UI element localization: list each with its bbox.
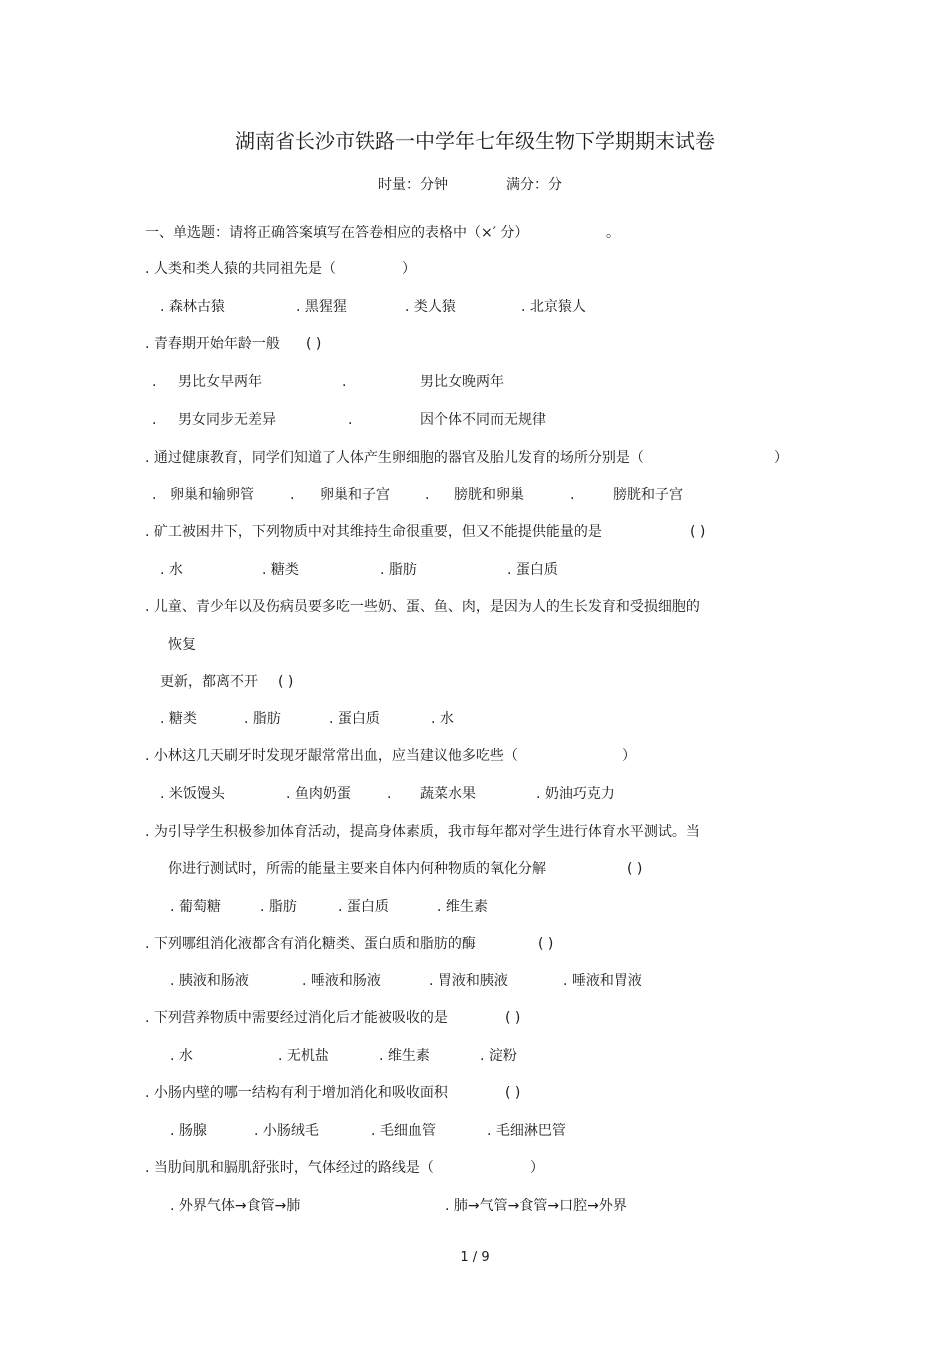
option-b: . 脂肪	[244, 711, 281, 727]
option-a: 男比女早两年	[178, 374, 262, 390]
answer-paren: ( )	[278, 674, 294, 690]
option-d: . 毛细淋巴管	[487, 1123, 566, 1139]
option-d: 因个体不同而无规律	[420, 412, 546, 428]
option-c: . 蛋白质	[338, 899, 389, 915]
option-b: . 无机盐	[278, 1048, 329, 1064]
question-stem: . 青春期开始年龄一般	[145, 336, 280, 352]
option-a: . 肠腺	[170, 1123, 207, 1139]
option-d: 膀胱和子宫	[613, 487, 683, 503]
option-c: . 蛋白质	[329, 711, 380, 727]
question-stem: . 通过健康教育，同学们知道了人体产生卵细胞的器官及胎儿发育的场所分别是（	[145, 450, 644, 466]
option-d: . 维生素	[437, 899, 488, 915]
option-c: . 胃液和胰液	[429, 973, 508, 989]
option-d: . 蛋白质	[507, 562, 558, 578]
section-heading-end: 。	[606, 225, 620, 241]
option-c: . 脂肪	[380, 562, 417, 578]
answer-paren: ）	[774, 450, 788, 466]
question-stem: . 当肋间肌和膈肌舒张时，气体经过的路线是（	[145, 1160, 434, 1176]
option-a: 卵巢和输卵管	[170, 487, 254, 503]
option-d: . 奶油巧克力	[536, 786, 615, 802]
option-b: 卵巢和子宫	[320, 487, 390, 503]
answer-paren: ( )	[505, 1010, 521, 1026]
option-a-marker: .	[152, 487, 157, 503]
option-c: . 类人猿	[405, 299, 456, 315]
question-stem: . 为引导学生积极参加体育活动，提高身体素质，我市每年都对学生进行体育水平测试。当	[145, 824, 700, 840]
answer-paren: ( )	[538, 936, 554, 952]
question-stem: . 人类和类人猿的共同祖先是（	[145, 261, 336, 277]
answer-paren: ( )	[690, 524, 706, 540]
page-title: 湖南省长沙市铁路一中学年七年级生物下学期期末试卷	[235, 129, 715, 153]
option-b-marker: .	[342, 374, 347, 390]
option-a: . 水	[170, 1048, 193, 1064]
option-b: . 黑猩猩	[296, 299, 347, 315]
option-b: . 鱼肉奶蛋	[286, 786, 351, 802]
question-stem: . 小林这几天刷牙时发现牙龈常常出血，应当建议他多吃些（	[145, 748, 518, 764]
section-heading: 一、单选题：请将正确答案填写在答卷相应的表格中（×′ 分）	[145, 225, 529, 241]
option-c: 膀胱和卵巢	[454, 487, 524, 503]
option-b: . 小肠绒毛	[254, 1123, 319, 1139]
option-b-marker: .	[290, 487, 295, 503]
question-stem-line2: 恢复	[168, 637, 196, 653]
option-c: 男女同步无差异	[178, 412, 276, 428]
question-stem: . 矿工被困井下，下列物质中对其维持生命很重要，但又不能提供能量的是	[145, 524, 602, 540]
option-a: . 外界气体→食管→肺	[170, 1198, 301, 1214]
option-a: . 葡萄糖	[170, 899, 221, 915]
option-a: . 森林古猿	[160, 299, 225, 315]
question-stem-line3: 更新，都离不开	[160, 674, 258, 690]
option-a: . 米饭馒头	[160, 786, 225, 802]
full-score: 满分：分	[506, 177, 562, 193]
time-limit: 时量：分钟	[378, 177, 448, 193]
answer-paren: ）	[622, 748, 636, 764]
option-b: . 脂肪	[260, 899, 297, 915]
option-d: . 淀粉	[480, 1048, 517, 1064]
question-stem: . 下列哪组消化液都含有消化糖类、蛋白质和脂肪的酶	[145, 936, 476, 952]
option-d: . 唾液和胃液	[563, 973, 642, 989]
question-stem: . 下列营养物质中需要经过消化后才能被吸收的是	[145, 1010, 448, 1026]
option-a-marker: .	[152, 374, 157, 390]
question-stem-line2: 你进行测试时，所需的能量主要来自体内何种物质的氧化分解	[168, 861, 546, 877]
option-b: . 糖类	[262, 562, 299, 578]
option-b: 男比女晚两年	[420, 374, 504, 390]
option-c-marker: .	[152, 412, 157, 428]
option-b: . 唾液和肠液	[302, 973, 381, 989]
option-c: . 维生素	[379, 1048, 430, 1064]
option-d-marker: .	[570, 487, 575, 503]
answer-paren: ( )	[627, 861, 643, 877]
option-c: . 毛细血管	[371, 1123, 436, 1139]
option-a: . 胰液和肠液	[170, 973, 249, 989]
question-stem: . 儿童、青少年以及伤病员要多吃一些奶、蛋、鱼、肉，是因为人的生长发育和受损细胞的	[145, 599, 700, 615]
option-c-marker: .	[425, 487, 430, 503]
option-d: . 水	[431, 711, 454, 727]
option-c-marker: .	[387, 786, 392, 802]
option-a: . 水	[160, 562, 183, 578]
option-d-marker: .	[348, 412, 353, 428]
answer-paren: ( )	[306, 336, 322, 352]
answer-paren: ）	[530, 1160, 544, 1176]
answer-paren: ）	[402, 261, 416, 277]
option-b: . 肺→气管→食管→口腔→外界	[445, 1198, 627, 1214]
question-stem: . 小肠内壁的哪一结构有利于增加消化和吸收面积	[145, 1085, 448, 1101]
answer-paren: ( )	[505, 1085, 521, 1101]
page-number: 1 / 9	[460, 1250, 490, 1265]
option-a: . 糖类	[160, 711, 197, 727]
option-d: . 北京猿人	[521, 299, 586, 315]
option-c: 蔬菜水果	[420, 786, 476, 802]
